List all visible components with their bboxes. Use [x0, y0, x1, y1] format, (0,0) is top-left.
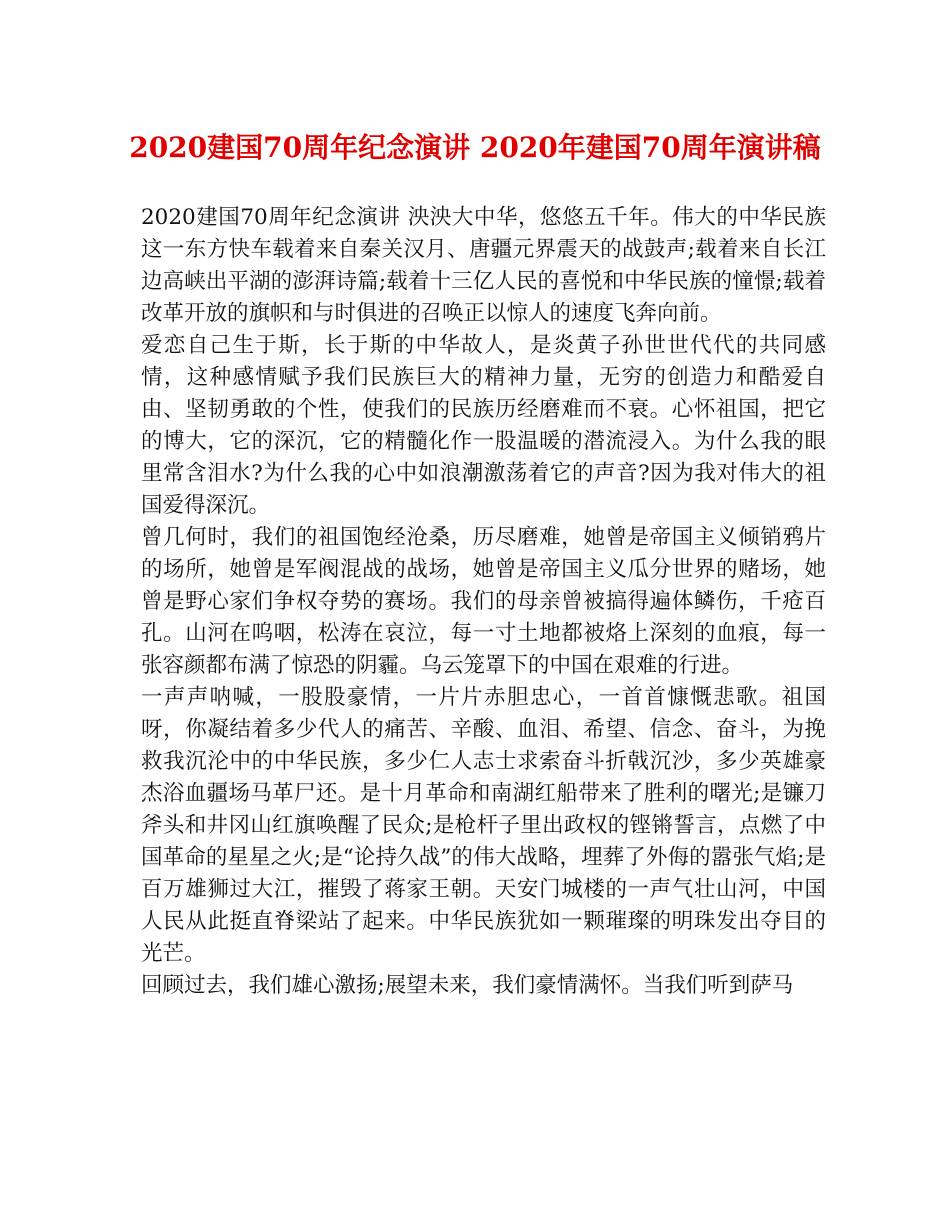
paragraph: 爱恋自己生于斯，长于斯的中华故人，是炎黄子孙世世代代的共同感情，这种感情赋予我们民族巨大的精神力量，无穷的创造力和酷爱自由、坚韧勇敢的个性，使我们的民族历经磨难而不衰。心怀祖国，把它的博大，它的深沉，它的精髓化作一股温暖的潜流浸入。为什么我的眼里常含泪水?为什么我的心中如浪潮激荡着它的声音?因为我对伟大的祖国爱得深沉。: [141, 333, 826, 518]
paragraph: 一声声呐喊，一股股豪情，一片片赤胆忠心，一首首慷慨悲歌。祖国呀，你凝结着多少代人的痛苦、辛酸、血泪、希望、信念、奋斗，为挽救我沉沦中的中华民族，多少仁人志士求索奋斗折戟沉沙，多少英雄豪杰浴血疆场马革尸还。是十月革命和南湖红船带来了胜利的曙光;是镰刀斧头和井冈山红旗唤醒了民众;是枪杆子里出政权的铿锵誓言，点燃了中国革命的星星之火;是“论持久战”的伟大战略，埋葬了外侮的嚣张气焰;是百万雄狮过大江，摧毁了蒋家王朝。天安门城楼的一声气壮山河，中国人民从此挺直脊梁站了起来。中华民族犹如一颗璀璨的明珠发出夺目的光芒。: [141, 685, 826, 966]
paragraph: 曾几何时，我们的祖国饱经沧桑，历尽磨难，她曾是帝国主义倾销鸦片的场所，她曾是军阀混战的战场，她曾是帝国主义瓜分世界的赌场，她曾是野心家们争权夺势的赛场。我们的母亲曾被搞得遍体鳞伤，千疮百孔。山河在呜咽，松涛在哀泣，每一寸土地都被烙上深刻的血痕，每一张容颜都布满了惊恐的阴霾。乌云笼罩下的中国在艰难的行进。: [141, 525, 826, 678]
paragraph: 2020建国70周年纪念演讲 泱泱大中华，悠悠五千年。伟大的中华民族这一东方快车载着来自秦关汉月、唐疆元界震天的战鼓声;载着来自长江边高峡出平湖的澎湃诗篇;载着十三亿人民的喜悦和中华民族的憧憬;载着改革开放的旗帜和与时俱进的召唤正以惊人的速度飞奔向前。: [141, 205, 826, 326]
document-title: 2020建国70周年纪念演讲 2020年建国70周年演讲稿: [129, 131, 821, 164]
document-body: [141, 202, 826, 1002]
paragraph: 回顾过去，我们雄心激扬;展望未来，我们豪情满怀。当我们听到萨马: [141, 973, 794, 998]
